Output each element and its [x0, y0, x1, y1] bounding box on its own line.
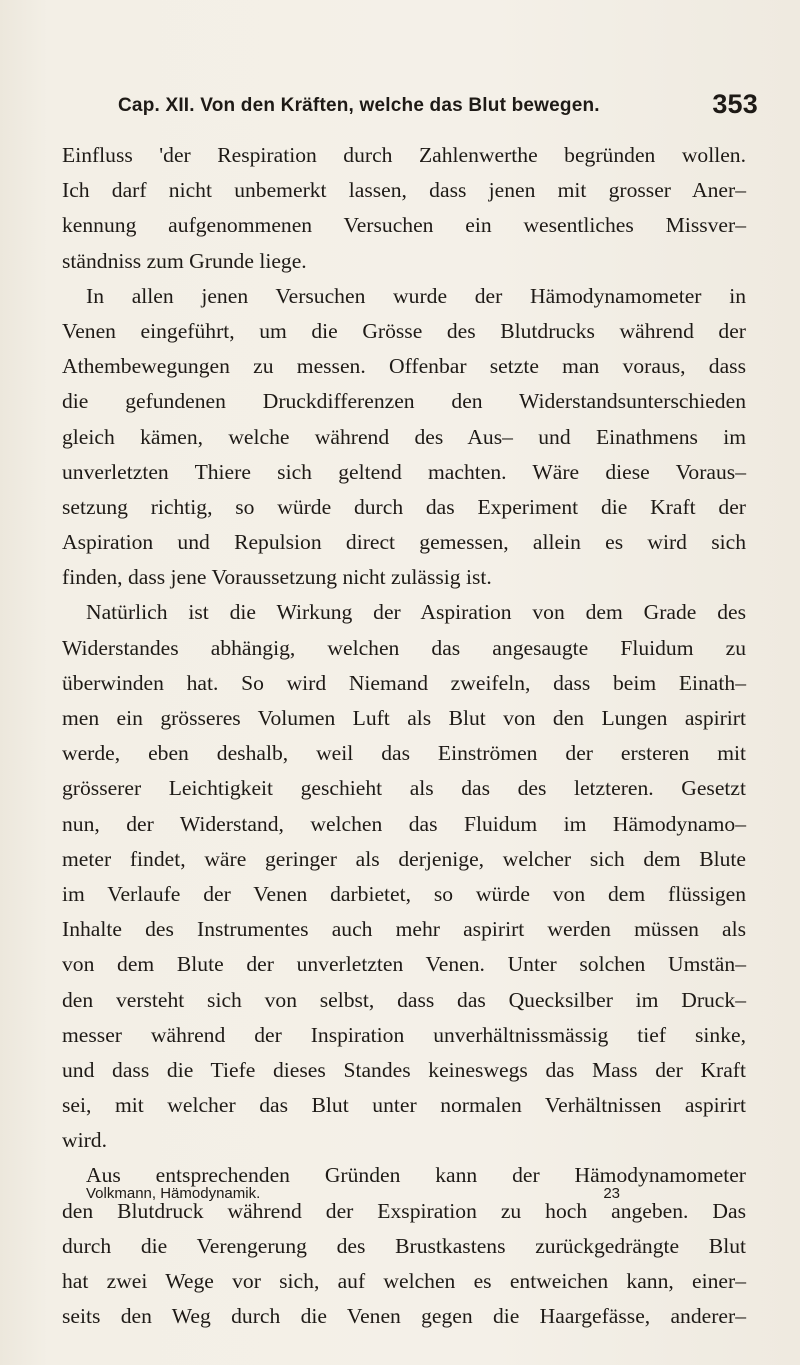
body-text — [62, 138, 746, 1334]
chapter-heading: Cap. XII. Von den Kräften, welche das Blut bewegen. — [118, 95, 600, 116]
text-line: wird. — [62, 1128, 107, 1153]
text-line: den Blutdruck während der Exspiration zu hoch angeben. Das — [62, 1198, 746, 1223]
text-line: werde, eben deshalb, weil das Einströmen der ersteren mit — [62, 741, 746, 766]
text-line: messer während der Inspiration unverhältnissmässig tief sinke, — [62, 1022, 746, 1047]
text-line: von dem Blute der unverletzten Venen. Unter solchen Umstän– — [62, 952, 746, 977]
text-line: sei, mit welcher das Blut unter normalen Verhältnissen aspirirt — [62, 1093, 746, 1118]
text-line: Einfluss 'der Respiration durch Zahlenwerthe begründen wollen. — [62, 143, 746, 167]
text-line: men ein grösseres Volumen Luft als Blut von den Lungen aspirirt — [62, 706, 746, 730]
running-head — [118, 90, 758, 122]
text-line: kennung aufgenommenen Versuchen ein wesentliches Missver– — [62, 213, 746, 238]
text-line: die gefundenen Druckdifferenzen den Widerstandsunterschieden — [62, 389, 746, 414]
text-line: meter findet, wäre geringer als derjenige, welcher sich dem Blute — [62, 846, 746, 871]
text-line: In allen jenen Versuchen wurde der Hämodynamometer in — [86, 283, 746, 308]
text-line: setzung richtig, so würde durch das Experiment die Kraft der — [62, 494, 746, 519]
text-line: Natürlich ist die Wirkung der Aspiration von dem Grade des — [86, 600, 746, 625]
text-line: unverletzten Thiere sich geltend machten. Wäre diese Voraus– — [62, 459, 746, 484]
text-line: durch die Verengerung des Brustkastens zurückgedrängte Blut — [62, 1233, 746, 1258]
text-line: Aspiration und Repulsion direct gemessen, allein es wird sich — [62, 530, 746, 555]
sheet-number: 23 — [603, 1185, 620, 1202]
text-line: und dass die Tiefe dieses Standes keineswegs das Mass der Kraft — [62, 1057, 746, 1082]
text-line: Athembewegungen zu messen. Offenbar setzte man voraus, dass — [62, 354, 746, 379]
text-line: finden, dass jene Voraussetzung nicht zulässig ist. — [62, 565, 492, 590]
text-line: überwinden hat. So wird Niemand zweifeln, dass beim Einath– — [62, 670, 746, 695]
text-line: hat zwei Wege vor sich, auf welchen es entweichen kann, einer– — [62, 1269, 746, 1293]
text-line: seits den Weg durch die Venen gegen die Haargefässe, anderer– — [62, 1304, 746, 1329]
page-footer — [86, 1182, 620, 1206]
text-line: Inhalte des Instrumentes auch mehr aspirirt werden müssen als — [62, 917, 746, 942]
text-line: grösserer Leichtigkeit geschieht als das des letzteren. Gesetzt — [62, 776, 746, 801]
text-line: im Verlaufe der Venen darbietet, so würde von dem flüssigen — [62, 881, 746, 906]
text-line: ständniss zum Grunde liege. — [62, 248, 307, 273]
text-line: nun, der Widerstand, welchen das Fluidum im Hämodynamo– — [62, 811, 746, 836]
text-line: den versteht sich von selbst, dass das Quecksilber im Druck– — [62, 987, 746, 1012]
text-line: Ich darf nicht unbemerkt lassen, dass jenen mit grosser Aner– — [62, 178, 746, 203]
page-number: 353 — [712, 89, 758, 119]
text-line: Widerstandes abhängig, welchen das angesaugte Fluidum zu — [62, 635, 746, 660]
text-line: gleich kämen, welche während des Aus– und Einathmens im — [62, 424, 746, 449]
text-line: Aus entsprechenden Gründen kann der Hämodynamometer — [86, 1163, 746, 1188]
text-line: Venen eingeführt, um die Grösse des Blutdrucks während der — [62, 318, 746, 343]
signature-line: Volkmann, Hämodynamik. — [86, 1185, 261, 1202]
